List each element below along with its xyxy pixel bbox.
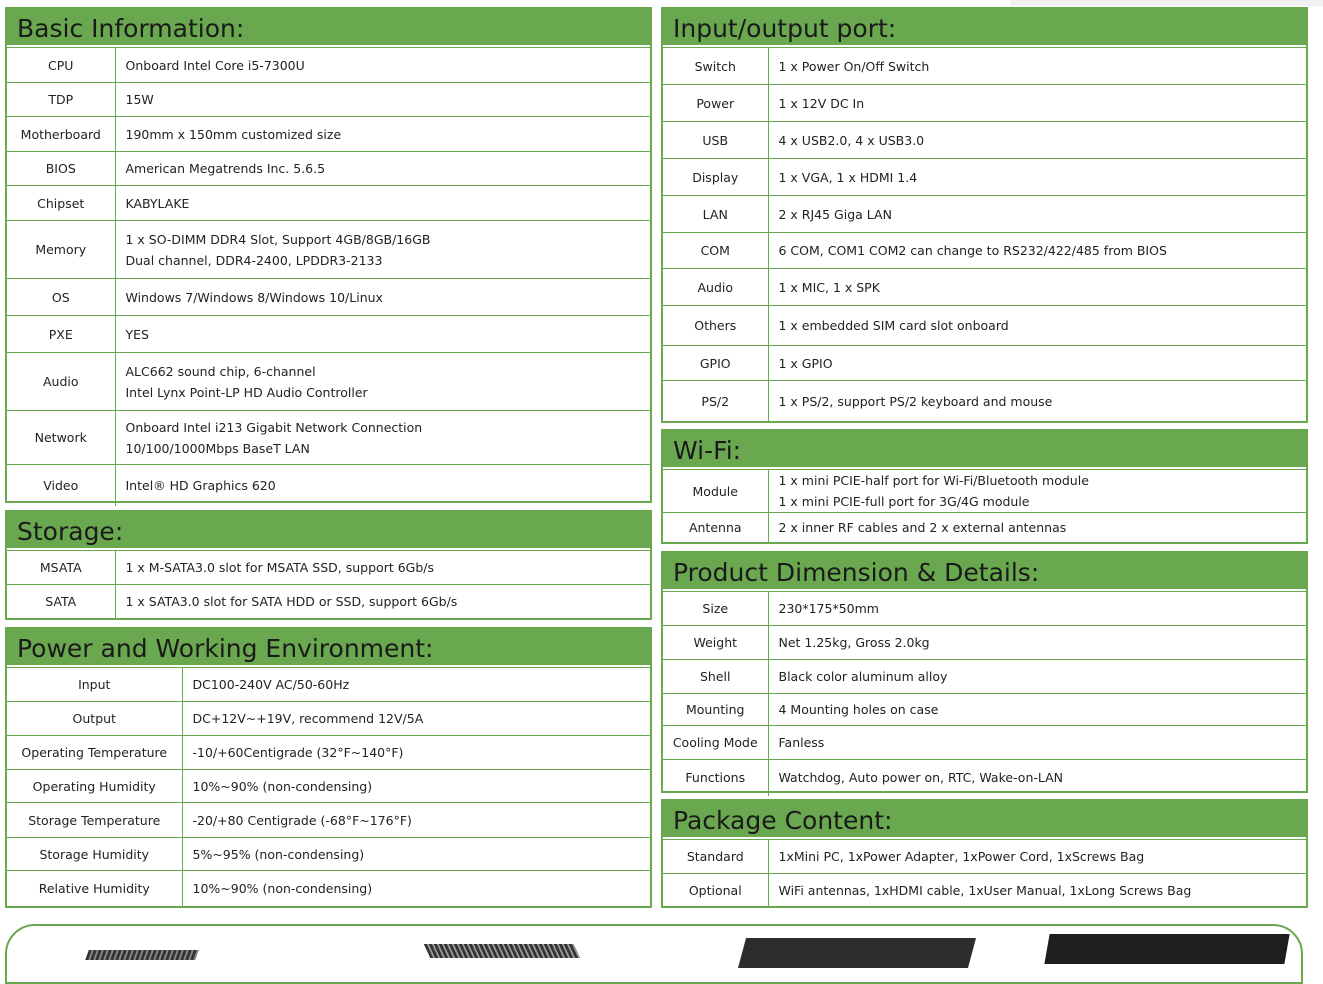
spec-value bbox=[115, 411, 650, 465]
spec-row bbox=[7, 152, 650, 186]
spec-row bbox=[663, 874, 1306, 908]
spec-row bbox=[7, 117, 650, 152]
io-spec-table bbox=[663, 47, 1306, 422]
product-image bbox=[85, 950, 199, 960]
spec-label: COM bbox=[663, 233, 768, 269]
spec-value bbox=[768, 660, 1306, 694]
spec-value bbox=[115, 353, 650, 411]
spec-row bbox=[663, 726, 1306, 760]
spec-value-line: 1 x 12V DC In bbox=[778, 95, 865, 111]
spec-label: Chipset bbox=[7, 186, 115, 221]
spec-value-line: Watchdog, Auto power on, RTC, Wake-on-LAN bbox=[778, 770, 1064, 786]
spec-row bbox=[663, 381, 1306, 422]
spec-row bbox=[7, 803, 650, 838]
spec-row bbox=[7, 551, 650, 585]
spec-label: BIOS bbox=[7, 152, 115, 186]
spec-label: Output bbox=[7, 702, 182, 736]
spec-value-line: Onboard Intel i213 Gigabit Network Connection bbox=[125, 419, 423, 435]
spec-value-line: 6 COM, COM1 COM2 can change to RS232/422/485 from BIOS bbox=[778, 243, 1167, 258]
spec-row bbox=[7, 736, 650, 770]
input-output-port-title: Input/output port: bbox=[663, 9, 1306, 47]
spec-label: Memory bbox=[7, 221, 115, 279]
spec-value-line: American Megatrends Inc. 5.6.5 bbox=[125, 161, 326, 176]
spec-label: Weight bbox=[663, 626, 768, 660]
spec-label: Cooling Mode bbox=[663, 726, 768, 760]
spec-row bbox=[663, 122, 1306, 159]
spec-value-line: 4 Mounting holes on case bbox=[778, 702, 939, 717]
storage-title: Storage: bbox=[7, 512, 650, 550]
spec-value-line: 1 x MIC, 1 x SPK bbox=[778, 279, 880, 295]
spec-row bbox=[7, 585, 650, 619]
spec-label: Power bbox=[663, 85, 768, 122]
spec-row bbox=[7, 353, 650, 411]
spec-label: MSATA bbox=[7, 551, 115, 585]
spec-label: Switch bbox=[663, 48, 768, 85]
spec-value-line: Onboard Intel Core i5-7300U bbox=[125, 57, 305, 73]
spec-row bbox=[7, 871, 650, 906]
spec-value-line: Net 1.25kg, Gross 2.0kg bbox=[778, 635, 930, 650]
spec-value bbox=[768, 470, 1306, 513]
spec-value bbox=[115, 585, 650, 619]
spec-value-line: 1 x SATA3.0 slot for SATA HDD or SSD, support 6Gb/s bbox=[125, 594, 458, 610]
input-output-port-panel bbox=[661, 7, 1308, 423]
spec-value bbox=[115, 48, 650, 83]
spec-row bbox=[663, 233, 1306, 269]
spec-label: Motherboard bbox=[7, 117, 115, 152]
storage-panel bbox=[5, 510, 652, 620]
spec-value-line: Black color aluminum alloy bbox=[778, 669, 948, 684]
spec-row bbox=[7, 770, 650, 803]
spec-label: Module bbox=[663, 470, 768, 513]
spec-label: Optional bbox=[663, 874, 768, 908]
spec-value-line: Intel Lynx Point-LP HD Audio Controller bbox=[125, 384, 368, 400]
spec-label: OS bbox=[7, 279, 115, 316]
spec-value bbox=[768, 269, 1306, 306]
spec-value bbox=[768, 513, 1306, 543]
spec-value-line: 10%~90% (non-condensing) bbox=[192, 778, 373, 794]
spec-label: Audio bbox=[7, 353, 115, 411]
spec-value bbox=[768, 381, 1306, 422]
spec-value-line: DC100-240V AC/50-60Hz bbox=[192, 677, 350, 692]
spec-label: Functions bbox=[663, 760, 768, 796]
spec-row bbox=[663, 694, 1306, 726]
spec-value bbox=[768, 760, 1306, 796]
spec-value bbox=[182, 803, 650, 838]
spec-row bbox=[7, 279, 650, 316]
spec-value-line: 230*175*50mm bbox=[778, 601, 879, 616]
spec-value-line: 1 x mini PCIE-half port for Wi-Fi/Bluetooth module bbox=[778, 473, 1089, 488]
spec-label: Operating Humidity bbox=[7, 770, 182, 803]
wifi-panel bbox=[661, 429, 1308, 544]
spec-value-line: Intel® HD Graphics 620 bbox=[125, 477, 276, 493]
spec-row bbox=[7, 48, 650, 83]
product-dimension-panel bbox=[661, 551, 1308, 793]
spec-value bbox=[115, 152, 650, 186]
spec-value bbox=[115, 221, 650, 279]
spec-label: Input bbox=[7, 668, 182, 702]
spec-value bbox=[768, 726, 1306, 760]
spec-value bbox=[182, 702, 650, 736]
spec-label: Others bbox=[663, 306, 768, 346]
spec-label: LAN bbox=[663, 196, 768, 233]
spec-value-line: 10%~90% (non-condensing) bbox=[192, 880, 373, 896]
spec-value bbox=[115, 465, 650, 506]
basic-information-title: Basic Information: bbox=[7, 9, 650, 47]
spec-value-line: 10/100/1000Mbps BaseT LAN bbox=[125, 440, 310, 456]
spec-value-line: 1 x SO-DIMM DDR4 Slot, Support 4GB/8GB/16GB bbox=[125, 231, 431, 247]
spec-value-line: 2 x RJ45 Giga LAN bbox=[778, 206, 892, 222]
spec-value bbox=[768, 122, 1306, 159]
spec-label: Shell bbox=[663, 660, 768, 694]
spec-row bbox=[663, 196, 1306, 233]
spec-value-line: 1xMini PC, 1xPower Adapter, 1xPower Cord, 1xScrews Bag bbox=[778, 849, 1145, 864]
spec-value bbox=[768, 626, 1306, 660]
power-environment-title: Power and Working Environment: bbox=[7, 629, 650, 667]
spec-value-line: 2 x inner RF cables and 2 x external antennas bbox=[778, 520, 1067, 536]
spec-value bbox=[768, 48, 1306, 85]
spec-value-line: -10/+60Centigrade (32°F~140°F) bbox=[192, 745, 404, 760]
package-spec-table bbox=[663, 839, 1306, 908]
spec-value bbox=[115, 117, 650, 152]
spec-label: Size bbox=[663, 592, 768, 626]
spec-row bbox=[663, 85, 1306, 122]
spec-label: TDP bbox=[7, 83, 115, 117]
spec-value-line: -20/+80 Centigrade (-68°F~176°F) bbox=[192, 812, 412, 828]
spec-row bbox=[663, 840, 1306, 874]
spec-row bbox=[663, 660, 1306, 694]
spec-value-line: KABYLAKE bbox=[125, 195, 190, 211]
spec-row bbox=[663, 306, 1306, 346]
spec-row bbox=[663, 760, 1306, 796]
spec-row bbox=[663, 159, 1306, 196]
spec-value-line: 4 x USB2.0, 4 x USB3.0 bbox=[778, 132, 925, 148]
basic-spec-table bbox=[7, 47, 650, 506]
spec-label: Antenna bbox=[663, 513, 768, 543]
spec-row bbox=[7, 838, 650, 871]
spec-value bbox=[768, 694, 1306, 726]
spec-value-line: 1 x mini PCIE-full port for 3G/4G module bbox=[778, 494, 1030, 509]
spec-value bbox=[768, 346, 1306, 381]
spec-label: PS/2 bbox=[663, 381, 768, 422]
spec-row bbox=[663, 346, 1306, 381]
spec-value-line: Fanless bbox=[778, 735, 825, 750]
spec-value bbox=[115, 551, 650, 585]
spec-label: Operating Temperature bbox=[7, 736, 182, 770]
spec-value bbox=[768, 840, 1306, 874]
spec-row bbox=[663, 269, 1306, 306]
spec-value-line: Windows 7/Windows 8/Windows 10/Linux bbox=[125, 289, 383, 305]
spec-value bbox=[182, 871, 650, 906]
product-image bbox=[424, 944, 581, 958]
product-images-band bbox=[5, 924, 1303, 984]
spec-value bbox=[768, 233, 1306, 269]
spec-label: Relative Humidity bbox=[7, 871, 182, 906]
spec-row bbox=[7, 316, 650, 353]
spec-row bbox=[7, 186, 650, 221]
spec-label: Mounting bbox=[663, 694, 768, 726]
spec-value bbox=[768, 592, 1306, 626]
spec-row bbox=[7, 702, 650, 736]
spec-value bbox=[182, 668, 650, 702]
spec-row bbox=[7, 83, 650, 117]
spec-row bbox=[663, 470, 1306, 513]
spec-label: Display bbox=[663, 159, 768, 196]
spec-row bbox=[7, 465, 650, 506]
package-content-title: Package Content: bbox=[663, 801, 1306, 839]
decorative-bar bbox=[1010, 0, 1323, 6]
basic-information-panel bbox=[5, 7, 652, 503]
spec-value bbox=[182, 838, 650, 871]
spec-value-line: 1 x embedded SIM card slot onboard bbox=[778, 318, 1009, 333]
wifi-title: Wi-Fi: bbox=[663, 431, 1306, 469]
spec-row bbox=[7, 411, 650, 465]
spec-value bbox=[115, 186, 650, 221]
spec-value bbox=[768, 306, 1306, 346]
spec-value-line: 1 x VGA, 1 x HDMI 1.4 bbox=[778, 169, 918, 185]
spec-value bbox=[115, 83, 650, 117]
spec-label: CPU bbox=[7, 48, 115, 83]
spec-row bbox=[663, 626, 1306, 660]
spec-label: Audio bbox=[663, 269, 768, 306]
spec-row bbox=[7, 221, 650, 279]
spec-label: Video bbox=[7, 465, 115, 506]
spec-row bbox=[663, 592, 1306, 626]
spec-value-line: 1 x GPIO bbox=[778, 355, 833, 371]
spec-label: Network bbox=[7, 411, 115, 465]
power-environment-panel bbox=[5, 627, 652, 908]
spec-label: GPIO bbox=[663, 346, 768, 381]
spec-value bbox=[182, 770, 650, 803]
spec-value-line: Dual channel, DDR4-2400, LPDDR3-2133 bbox=[125, 252, 383, 268]
spec-label: USB bbox=[663, 122, 768, 159]
spec-value bbox=[182, 736, 650, 770]
package-content-panel bbox=[661, 799, 1308, 908]
spec-value-line: 15W bbox=[125, 92, 154, 107]
product-image bbox=[738, 938, 976, 968]
spec-value bbox=[768, 196, 1306, 233]
spec-label: Standard bbox=[663, 840, 768, 874]
spec-label: PXE bbox=[7, 316, 115, 353]
spec-row bbox=[663, 48, 1306, 85]
power-spec-table bbox=[7, 667, 650, 906]
spec-row bbox=[663, 513, 1306, 543]
spec-value-line: ALC662 sound chip, 6-channel bbox=[125, 363, 316, 379]
spec-value-line: 5%~95% (non-condensing) bbox=[192, 846, 365, 862]
spec-value bbox=[768, 874, 1306, 908]
product-dimension-title: Product Dimension & Details: bbox=[663, 553, 1306, 591]
spec-value-line: 1 x M-SATA3.0 slot for MSATA SSD, support 6Gb/s bbox=[125, 560, 435, 575]
spec-value bbox=[115, 316, 650, 353]
spec-value-line: 1 x Power On/Off Switch bbox=[778, 58, 930, 74]
spec-row bbox=[7, 668, 650, 702]
spec-value bbox=[768, 85, 1306, 122]
spec-label: SATA bbox=[7, 585, 115, 619]
spec-value bbox=[768, 159, 1306, 196]
spec-value-line: 190mm x 150mm customized size bbox=[125, 126, 342, 142]
spec-value-line: WiFi antennas, 1xHDMI cable, 1xUser Manual, 1xLong Screws Bag bbox=[778, 883, 1192, 899]
spec-value bbox=[115, 279, 650, 316]
dimension-spec-table bbox=[663, 591, 1306, 796]
spec-label: Storage Temperature bbox=[7, 803, 182, 838]
spec-value-line: DC+12V~+19V, recommend 12V/5A bbox=[192, 711, 424, 726]
spec-value-line: YES bbox=[125, 326, 149, 342]
wifi-spec-table bbox=[663, 469, 1306, 543]
product-image bbox=[1044, 934, 1289, 964]
spec-label: Storage Humidity bbox=[7, 838, 182, 871]
spec-value-line: 1 x PS/2, support PS/2 keyboard and mouse bbox=[778, 393, 1053, 409]
storage-spec-table bbox=[7, 550, 650, 619]
